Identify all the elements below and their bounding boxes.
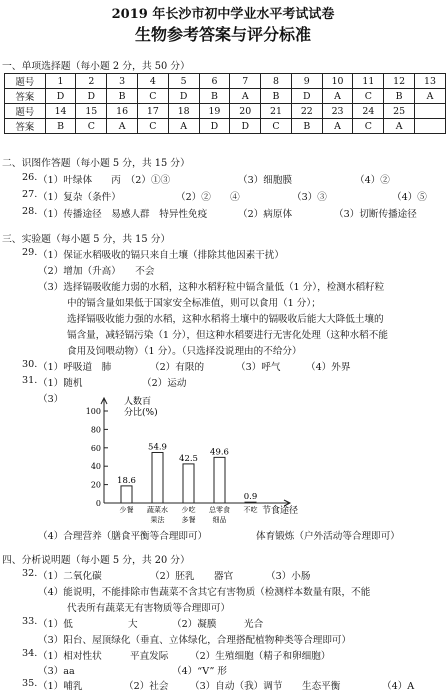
table-cell: 12 [384,74,415,89]
data-label: 42.5 [179,453,198,464]
x-tick-label: 多餐 [181,516,196,524]
table-cell: A [107,119,138,134]
table-cell: D [230,119,261,134]
answer-text: 中的镉含量如果低于国家安全标准值，则可以食用（1 分）； [67,298,321,309]
answer-text: （2）病原体 [238,209,293,220]
y-tick-label: 40 [90,462,101,472]
row-label: 答案 [5,119,46,134]
x-tick-label: 不吃 [243,506,258,514]
answer-text: （3）选择镉吸收能力弱的水稻，这种水稻籽粒中镉含量低（1 分），检测水稻籽粒 [38,282,385,293]
section3-heading: 三、实验题（每小题 5 分，共 15 分） [2,234,171,245]
answer-text: （3）小肠 [266,571,311,582]
answer-text: （3）阳台、屋顶绿化（垂直、立体绿化，合理搭配植物种类等合理即可） [38,635,352,646]
table-cell: A [384,119,415,134]
table-cell: C [137,119,168,134]
row-label: 题号 [5,74,46,89]
table-cell: B [199,89,230,104]
question-number: 31. [22,375,38,386]
answer-text: （2）运动 [142,378,187,389]
table-cell: 16 [107,104,138,119]
table-cell: B [261,89,292,104]
table-row [5,74,446,89]
answer-text: （2）有限的 [150,362,205,373]
table-cell: 3 [107,74,138,89]
answer-text: （2）胚乳 [150,571,195,582]
answer-text: （4）外界 [306,362,351,373]
answer-text: （1）随机 [38,378,83,389]
answer-text: （1）复杂（条件） [38,192,121,203]
section1-heading: 一、单项选择题（每小题 2 分，共 50 分） [2,61,190,72]
table-cell: 23 [322,104,353,119]
table-cell: A [230,89,261,104]
table-cell: 20 [230,104,261,119]
answer-text: （1）哺乳 [38,681,83,692]
answer-text: （3）③ [292,192,327,203]
question-number: 32. [22,568,38,579]
answer-text: 体育锻炼（户外活动等合理即可） [256,531,400,542]
table-cell: 7 [230,74,261,89]
table-cell: D [168,89,199,104]
table-cell: B [45,119,76,134]
data-label: 0.9 [243,492,258,503]
answer-text: （3）呼气 [236,362,281,373]
bar [214,457,225,503]
answer-text: （2）② ④ [176,192,240,203]
question-number: 29. [22,247,38,258]
answer-text: （4）A [382,681,415,692]
table-cell: 11 [353,74,384,89]
answer-text: （3）细胞膜 [238,175,293,186]
data-label: 49.6 [210,447,229,458]
question-number: 34. [22,648,38,659]
table-cell: 15 [76,104,107,119]
table-cell: D [291,89,322,104]
answer-text: （3）aa [38,666,75,677]
answer-text: （4）⑤ [392,192,427,203]
answer-text: （4）② [355,175,390,186]
table-cell: A [322,119,353,134]
table-cell: 24 [353,104,384,119]
table-cell: 1 [45,74,76,89]
x-tick-label: 少吃 [181,506,196,514]
table-cell: 9 [291,74,322,89]
y-axis-label: 分比(%) [124,408,158,418]
table-row [5,119,446,134]
table-cell: 10 [322,74,353,89]
bar [152,452,163,503]
table-cell: 8 [261,74,292,89]
section2-heading: 二、识图作答题（每小题 5 分，共 15 分） [2,158,190,169]
answer-text: （1）相对性状 [38,651,102,662]
answer-text: （2）生殖细胞（精子和卵细胞） [190,651,331,662]
row-label: 答案 [5,89,46,104]
table-cell: 5 [168,74,199,89]
x-tick-label: 蔬菜水 [147,506,168,514]
answer-text: （1）二氧化碳 [38,571,102,582]
question-number: 28. [22,206,38,217]
answer-text: （4）“V” 形 [172,666,228,677]
answer-text: 光合 [244,619,264,630]
question-number: 27. [22,189,38,200]
answer-table-1 [4,73,446,134]
table-cell: D [199,119,230,134]
table-cell: 6 [199,74,230,89]
table-cell: 22 [291,104,322,119]
table-cell: 18 [168,104,199,119]
answer-text: （1）传播途径 易感人群 特异性免疫 [38,209,208,220]
section4-heading: 四、分析说明题（每小题 5 分，共 20 分） [2,555,190,566]
y-tick-label: 80 [90,425,101,435]
answer-text: （1）叶绿体 丙 （2）①③ [38,175,171,186]
table-cell: A [415,89,446,104]
exam-title: 2019 年长沙市初中学业水平考试试卷 [111,7,335,22]
table-cell: C [353,89,384,104]
answer-text: （1）保证水稻吸收的镉只来自土壤（排除其他因素干扰） [38,250,284,261]
x-tick-label: 细品 [212,516,227,524]
y-axis-label: 人数百 [124,397,152,407]
answer-text: （2）凝膜 [172,619,217,630]
table-cell: C [261,119,292,134]
answer-text: 大 [128,619,138,630]
answer-text: （3） [38,394,64,405]
diet-bar-chart [80,393,310,524]
data-label: 18.6 [117,475,136,486]
answer-text: （2）增加（升高） 不会 [38,266,155,277]
table-cell: 14 [45,104,76,119]
answer-text: （3）切断传播途径 [334,209,417,220]
x-axis-label: 节食途径 [262,506,299,516]
question-number: 35. [22,678,38,689]
x-tick-label: 总零食 [209,506,230,514]
table-cell: B [384,89,415,104]
table-cell-empty [415,119,446,134]
table-cell: 17 [137,104,168,119]
table-cell: 21 [261,104,292,119]
table-cell: A [168,119,199,134]
row-label: 题号 [5,104,46,119]
answer-text: 食用及饲喂动物）（1 分）。（只选择没说理由的不给分） [67,346,302,357]
bar [121,486,132,503]
table-cell: 4 [137,74,168,89]
table-cell: B [291,119,322,134]
x-tick-label: 少餐 [119,506,134,514]
y-tick-label: 20 [90,480,101,490]
table-cell: 19 [199,104,230,119]
answer-key-title: 生物参考答案与评分标准 [134,25,311,44]
table-cell-empty [415,104,446,119]
answer-text: （2）社会 [124,681,169,692]
question-number: 30. [22,359,38,370]
x-tick-label: 果法 [150,516,165,524]
y-tick-label: 100 [85,407,101,416]
table-cell: C [76,119,107,134]
question-number: 26. [22,172,38,183]
answer-text: 生态平衡 [302,681,341,692]
answer-text: （1）呼吸道 肺 [38,362,112,373]
bar [183,464,194,503]
table-cell: D [45,89,76,104]
table-cell: C [137,89,168,104]
answer-text: 镉含量，减轻镉污染（1 分），但这种水稻要进行无害化处理（这种水稻不能 [67,330,388,341]
y-tick-label: 60 [90,443,101,453]
table-row [5,104,446,119]
table-cell: 25 [384,104,415,119]
table-cell: C [353,119,384,134]
answer-text: 平直发际 [130,651,169,662]
answer-text: 器官 [214,571,234,582]
answer-text: （4）能说明，不能排除市售蔬菜不含其它有害物质（检测样本数量有限，不能 [38,587,371,598]
question-number: 33. [22,616,38,627]
answer-text: （1）低 [38,619,73,630]
table-cell: 2 [76,74,107,89]
answer-text: （3）自动（我）调节 [190,681,283,692]
answer-text: 代表所有蔬菜无有害物质等合理即可） [67,603,231,614]
table-cell: 13 [415,74,446,89]
y-tick-label: 0 [95,499,101,508]
bar [245,502,256,503]
table-cell: B [107,89,138,104]
table-row [5,89,446,104]
answer-text: （4）合理营养（膳食平衡等合理即可） [38,531,208,542]
data-label: 54.9 [148,442,167,453]
table-cell: D [76,89,107,104]
answer-text: 选择镉吸收能力强的水稻，这种水稻将土壤中的镉吸收后能大大降低土壤的 [67,314,384,325]
table-cell: A [322,89,353,104]
